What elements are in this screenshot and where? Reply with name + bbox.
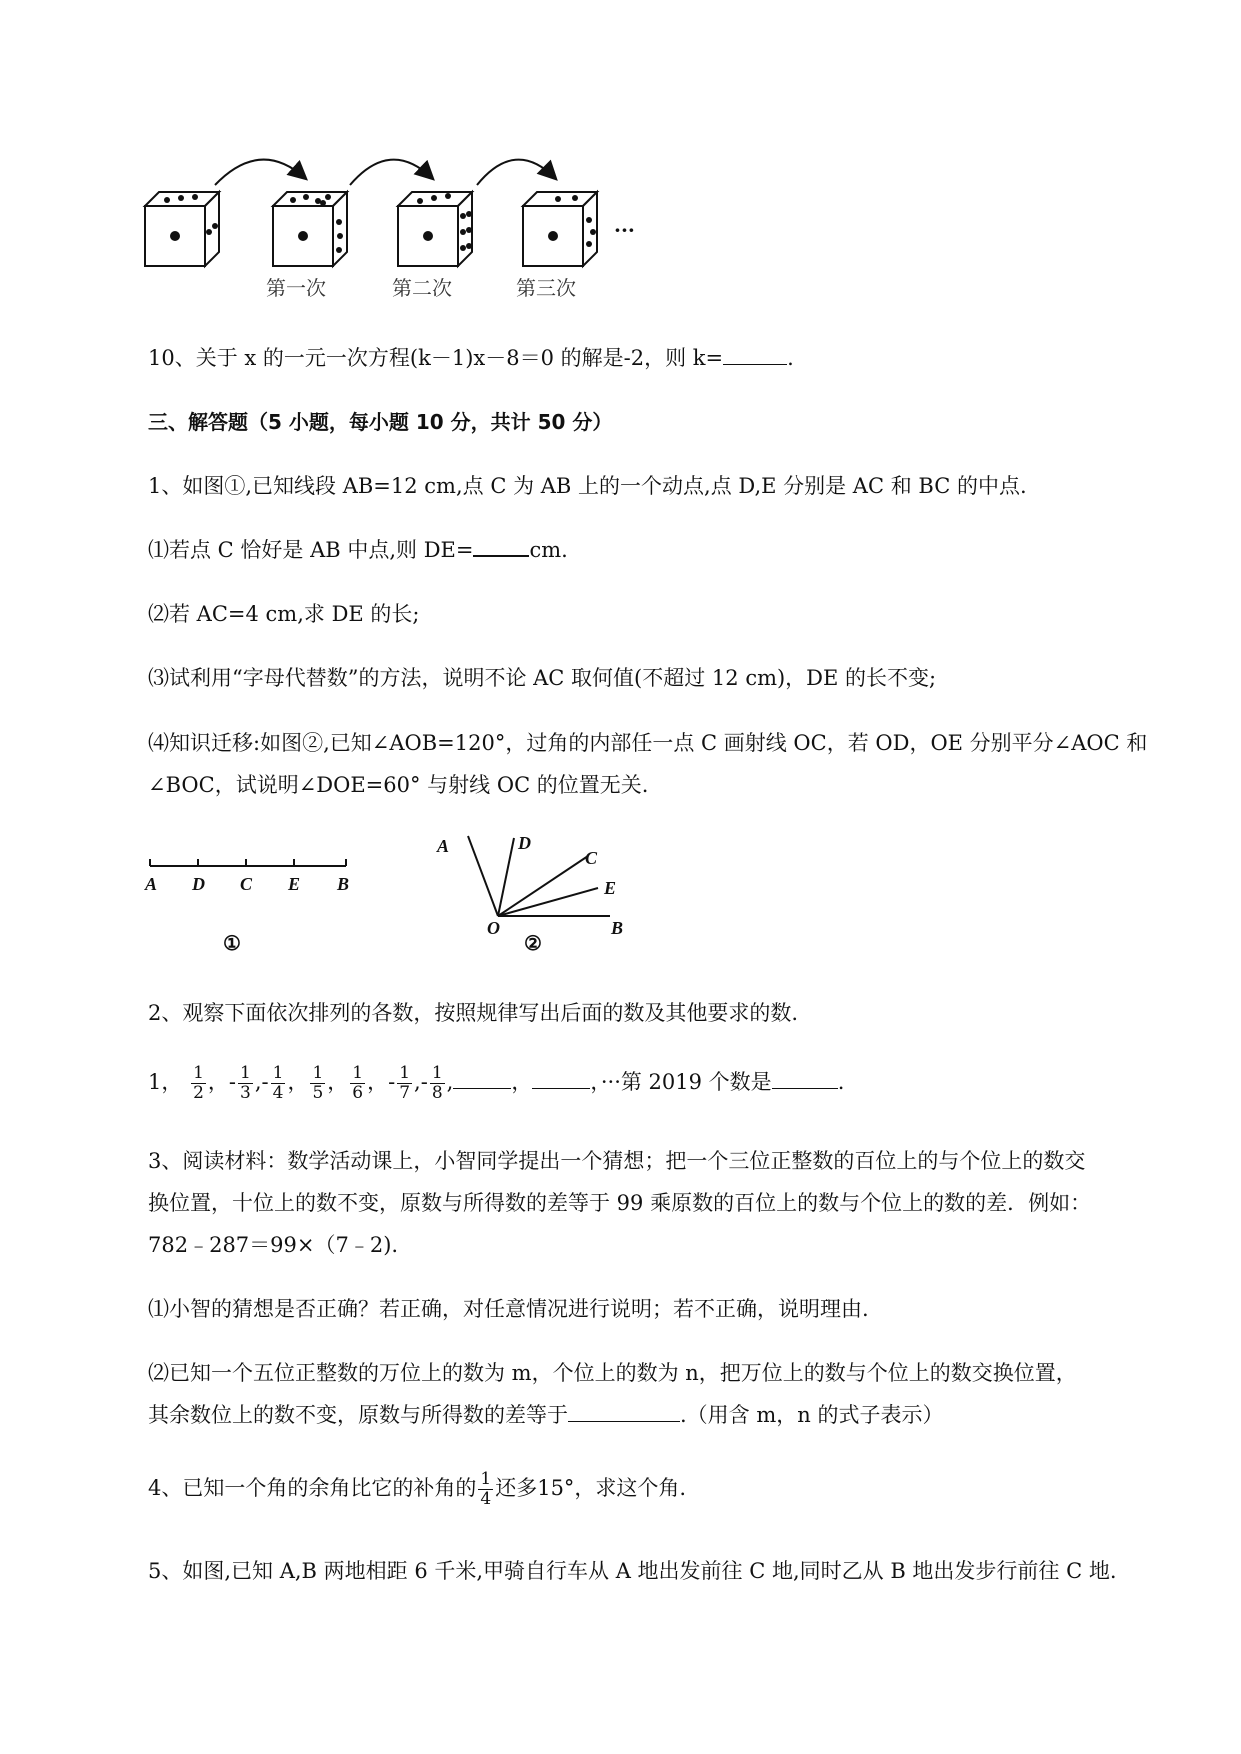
q10-end: . <box>787 346 794 370</box>
die-initial <box>145 192 219 266</box>
die-first-roll <box>273 192 347 266</box>
p2-stem: 2、观察下面依次排列的各数，按照规律写出后面的数及其他要求的数. <box>148 1001 799 1025</box>
p1-part1-unit: cm. <box>529 538 568 562</box>
die-second-roll <box>398 192 472 266</box>
die-third-roll <box>523 192 597 266</box>
p2-blank-3[interactable] <box>772 1070 838 1089</box>
fig2-label-e: E <box>604 878 617 898</box>
p1-part4-line2: ∠BOC，试说明∠DOE=60° 与射线 OC 的位置无关. <box>148 773 649 797</box>
p3-part2-text: 其余数位上的数不变，原数与所得数的差等于 <box>148 1403 568 1427</box>
p1-part3: ⑶试利用“字母代替数”的方法，说明不论 AC 取何值(不超过 12 cm)，DE 的长不变; <box>148 666 937 690</box>
p4-fraction: $\frac{1}{4}$ <box>480 1469 492 1509</box>
p1-part2: ⑵若 AC=4 cm,求 DE 的长; <box>148 602 420 626</box>
p1-stem: 1、如图①,已知线段 AB=12 cm,点 C 为 AB 上的一个动点,点 D,E 分别是 AC 和 BC 的中点. <box>148 474 1027 498</box>
p3-line3: 782﹣287＝99×（7﹣2). <box>148 1233 399 1257</box>
p2-tail: ，···第 2019 个数是 <box>590 1070 772 1094</box>
p2-first-term: 1， <box>148 1070 183 1094</box>
p1-part1-blank[interactable] <box>473 537 529 557</box>
p2-end: . <box>837 1070 845 1094</box>
fig2-label-b: B <box>611 918 624 938</box>
p3-part2-line2 <box>148 1402 943 1428</box>
section3-heading: 三、解答题（5 小题，每小题 10 分，共计 50 分） <box>148 410 613 434</box>
p5-line: 5、如图,已知 A,B 两地相距 6 千米,甲骑自行车从 A 地出发前往 C 地,同时乙从 B 地出发步行前往 C 地. <box>148 1559 1117 1583</box>
p2-blank-1[interactable] <box>453 1070 511 1089</box>
fig1-caption: ① <box>223 931 241 955</box>
fig1-label-d: D <box>192 874 205 894</box>
fig2-label-d: D <box>518 833 531 853</box>
p1-part1 <box>148 537 568 563</box>
p3-line1: 3、阅读材料：数学活动课上，小智同学提出一个猜想；把一个三位正整数的百位上的与个位上的数交 <box>148 1149 1086 1173</box>
p2-term-7: - $\frac{1}{8}$ , <box>420 1063 454 1103</box>
dice-caption-2: 第二次 <box>392 276 452 300</box>
dice-caption-1: 第一次 <box>266 276 326 300</box>
fig1-label-b: B <box>337 874 350 894</box>
arrow-3 <box>477 160 555 185</box>
p3-part2-line1: ⑵已知一个五位正整数的万位上的数为 m，个位上的数为 n，把万位上的数与个位上的数交换位置， <box>148 1361 1077 1385</box>
arrow-1 <box>215 160 305 185</box>
fig1-label-e: E <box>288 874 301 894</box>
p3-line2: 换位置，十位上的数不变，原数与所得数的差等于 99 乘原数的百位上的数与个位上的数的差．例如： <box>148 1191 1092 1215</box>
p4-text-end: 还多15°，求这个角. <box>495 1476 687 1500</box>
p1-part4-line1: ⑷知识迁移:如图②,已知∠AOB=120°，过角的内部任一点 C 画射线 OC，若 OD，OE 分别平分∠AOC 和 <box>148 731 1148 755</box>
p4-line <box>148 1466 686 1510</box>
fig1-label-c: C <box>240 874 253 894</box>
q10-text: 10、关于 x 的一元一次方程(k－1)x－8＝0 的解是-2，则 k= <box>148 346 724 370</box>
p4-text: 4、已知一个角的余角比它的补角的 <box>148 1476 477 1500</box>
q10-line <box>148 345 794 371</box>
p2-term-2: - $\frac{1}{3}$ , <box>228 1063 262 1103</box>
p3-part2-blank[interactable] <box>568 1403 680 1422</box>
fig2-label-c: C <box>585 848 598 868</box>
figure1-segment <box>148 856 358 876</box>
p2-sequence: 1， $\frac{1}{2}$ ，- $\frac{1}{3}$ ,- $\frac{1}{4}$ ， $\frac{1}{5}$ ， $\frac{1}{6}$ ，- $\frac{1}{7}$ ,- $\frac{1}{8}$ , ， ，···第 2019 个数是 . <box>148 1063 845 1103</box>
fig2-label-o: O <box>487 918 500 938</box>
fig2-caption: ② <box>524 931 542 955</box>
q10-answer-blank[interactable] <box>723 346 787 365</box>
p2-term-3: - $\frac{1}{4}$ ， <box>261 1063 309 1103</box>
p3-part1: ⑴小智的猜想是否正确？若正确，对任意情况进行说明；若不正确，说明理由. <box>148 1297 869 1321</box>
dice-caption-3: 第三次 <box>516 276 576 300</box>
p1-part1-text: ⑴若点 C 恰好是 AB 中点,则 DE= <box>148 538 474 562</box>
p2-term-6: - $\frac{1}{7}$ , <box>388 1063 421 1103</box>
p2-term-1: $\frac{1}{2}$ ， <box>193 1063 229 1103</box>
fig2-label-a: A <box>437 836 450 856</box>
arrow-2 <box>350 160 432 185</box>
p2-term-5: $\frac{1}{6}$ ， <box>352 1063 389 1103</box>
p3-part2-hint: .（用含 m，n 的式子表示） <box>680 1403 944 1427</box>
p2-blank-2[interactable] <box>532 1070 590 1089</box>
dice-ellipsis: ··· <box>614 218 635 242</box>
p2-term-4: $\frac{1}{5}$ ， <box>312 1063 349 1103</box>
fig1-label-a: A <box>145 874 158 894</box>
